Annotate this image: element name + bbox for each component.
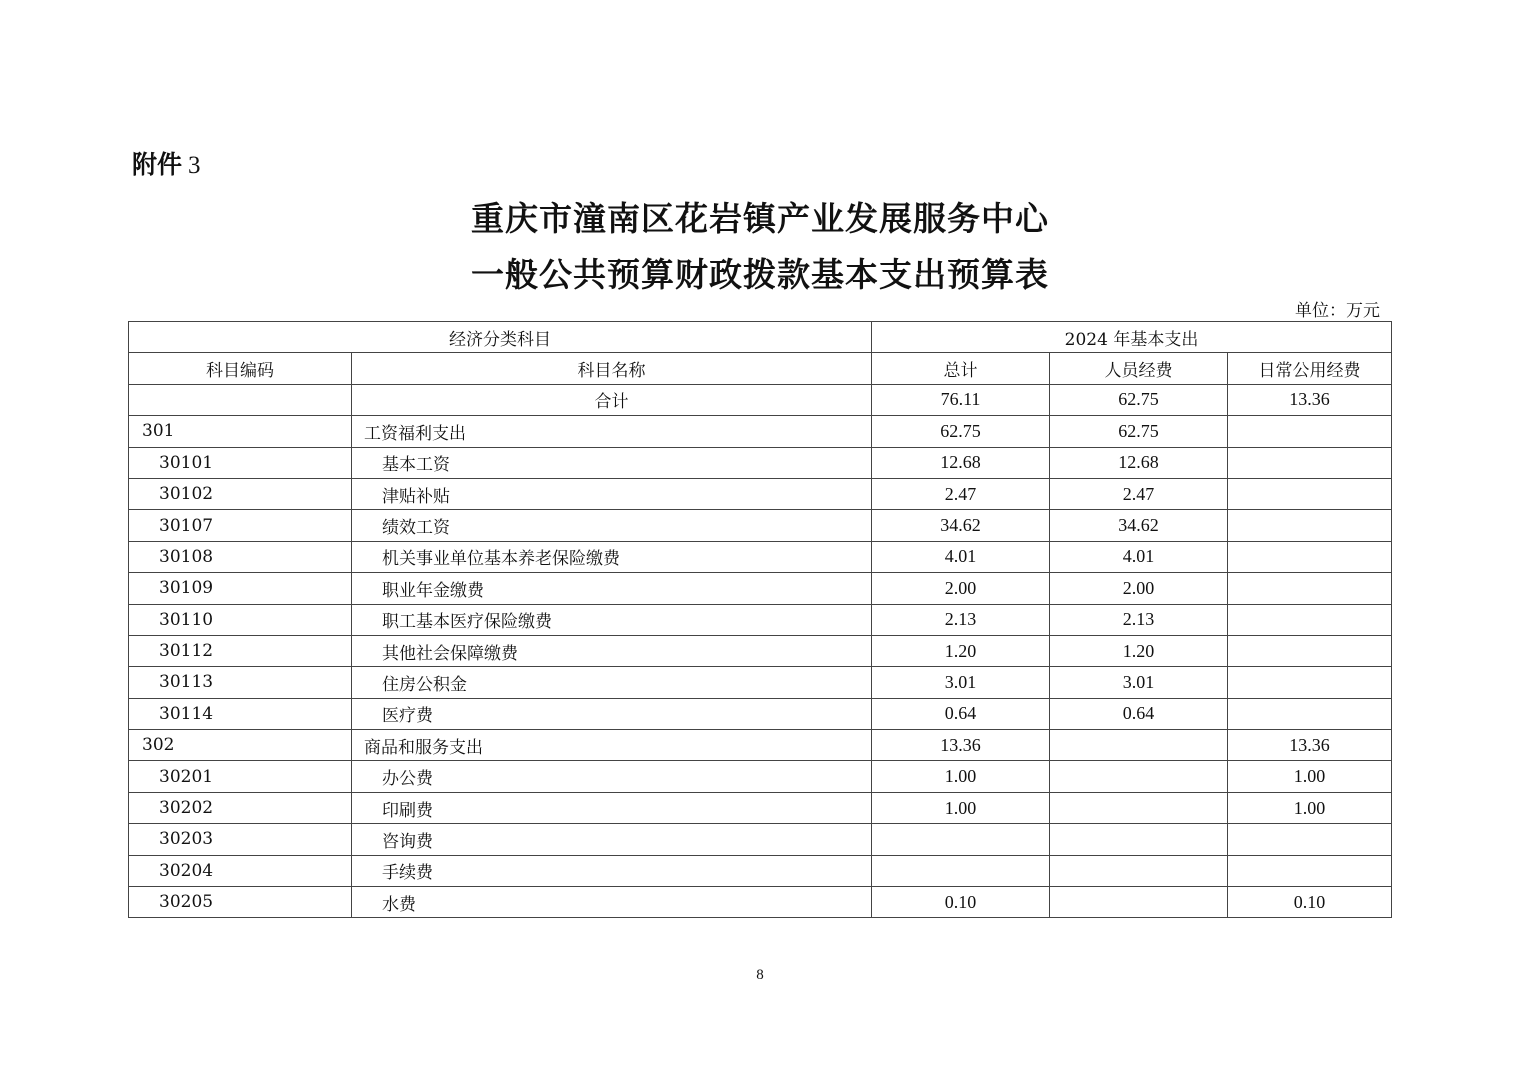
total-cell: 1.00 <box>872 761 1050 792</box>
column-header-row <box>129 353 1392 384</box>
document-title-line2: 一般公共预算财政拨款基本支出预算表 <box>471 255 1049 294</box>
column-header-total: 总计 <box>872 353 1050 384</box>
public-cell <box>1228 447 1392 478</box>
code-cell: 30202 <box>129 792 352 823</box>
attachment-text: 附件 <box>132 150 183 179</box>
code-cell: 30204 <box>129 855 352 886</box>
personnel-cell <box>1050 792 1228 823</box>
group-header-row <box>129 322 1392 353</box>
code-cell: 30112 <box>129 635 352 666</box>
code-cell: 30113 <box>129 667 352 698</box>
public-cell: 1.00 <box>1228 792 1392 823</box>
public-cell <box>1228 635 1392 666</box>
name-cell: 医疗费 <box>352 698 872 729</box>
personnel-cell <box>1050 824 1228 855</box>
code-cell: 30110 <box>129 604 352 635</box>
personnel-cell <box>1050 887 1228 918</box>
total-cell: 62.75 <box>872 416 1050 447</box>
table-row <box>129 698 1392 729</box>
public-cell <box>1228 855 1392 886</box>
table-row <box>129 667 1392 698</box>
public-cell <box>1228 541 1392 572</box>
document-title-line1: 重庆市潼南区花岩镇产业发展服务中心 <box>471 199 1049 238</box>
public-cell: 13.36 <box>1228 730 1392 761</box>
total-cell: 3.01 <box>872 667 1050 698</box>
public-cell <box>1228 667 1392 698</box>
attachment-number: 3 <box>188 152 201 179</box>
column-header-public: 日常公用经费 <box>1228 353 1392 384</box>
total-total-cell: 76.11 <box>872 384 1050 415</box>
code-cell: 30114 <box>129 698 352 729</box>
group-header-economic-class: 经济分类科目 <box>129 322 872 353</box>
table-row <box>129 541 1392 572</box>
column-header-code: 科目编码 <box>129 353 352 384</box>
personnel-cell: 3.01 <box>1050 667 1228 698</box>
name-cell: 咨询费 <box>352 824 872 855</box>
public-cell <box>1228 824 1392 855</box>
public-cell <box>1228 510 1392 541</box>
personnel-cell: 2.00 <box>1050 573 1228 604</box>
total-cell: 1.00 <box>872 792 1050 823</box>
public-cell: 1.00 <box>1228 761 1392 792</box>
table-row <box>129 510 1392 541</box>
public-cell <box>1228 416 1392 447</box>
personnel-cell: 1.20 <box>1050 635 1228 666</box>
personnel-cell <box>1050 761 1228 792</box>
name-cell: 办公费 <box>352 761 872 792</box>
code-cell: 30108 <box>129 541 352 572</box>
total-public-cell: 13.36 <box>1228 384 1392 415</box>
total-cell: 12.68 <box>872 447 1050 478</box>
total-name-cell: 合计 <box>352 384 872 415</box>
personnel-cell <box>1050 855 1228 886</box>
table-row <box>129 604 1392 635</box>
group-header-basic-expenditure: 2024 年基本支出 <box>872 322 1392 353</box>
total-personnel-cell: 62.75 <box>1050 384 1228 415</box>
personnel-cell: 12.68 <box>1050 447 1228 478</box>
code-cell: 30109 <box>129 573 352 604</box>
code-cell: 30102 <box>129 478 352 509</box>
unit-label: 单位：万元 <box>1295 301 1380 321</box>
name-cell: 基本工资 <box>352 447 872 478</box>
total-cell: 2.13 <box>872 604 1050 635</box>
total-cell: 2.00 <box>872 573 1050 604</box>
total-cell: 0.64 <box>872 698 1050 729</box>
total-cell <box>872 855 1050 886</box>
total-cell: 1.20 <box>872 635 1050 666</box>
public-cell <box>1228 698 1392 729</box>
personnel-cell: 2.13 <box>1050 604 1228 635</box>
page-number: 8 <box>756 967 764 983</box>
total-cell: 34.62 <box>872 510 1050 541</box>
column-header-name: 科目名称 <box>352 353 872 384</box>
code-cell: 30205 <box>129 887 352 918</box>
name-cell: 其他社会保障缴费 <box>352 635 872 666</box>
name-cell: 职业年金缴费 <box>352 573 872 604</box>
total-cell: 13.36 <box>872 730 1050 761</box>
table-row <box>129 761 1392 792</box>
name-cell: 津贴补贴 <box>352 478 872 509</box>
table-row <box>129 730 1392 761</box>
table-row <box>129 887 1392 918</box>
name-cell: 住房公积金 <box>352 667 872 698</box>
attachment-label <box>132 145 201 181</box>
budget-table <box>128 321 1392 918</box>
personnel-cell: 4.01 <box>1050 541 1228 572</box>
personnel-cell: 62.75 <box>1050 416 1228 447</box>
table-row <box>129 573 1392 604</box>
table-row <box>129 416 1392 447</box>
code-cell: 301 <box>129 416 352 447</box>
name-cell: 商品和服务支出 <box>352 730 872 761</box>
code-cell: 30203 <box>129 824 352 855</box>
personnel-cell: 34.62 <box>1050 510 1228 541</box>
name-cell: 职工基本医疗保险缴费 <box>352 604 872 635</box>
name-cell: 手续费 <box>352 855 872 886</box>
column-header-personnel: 人员经费 <box>1050 353 1228 384</box>
total-code-cell <box>129 384 352 415</box>
name-cell: 水费 <box>352 887 872 918</box>
public-cell <box>1228 573 1392 604</box>
total-cell: 4.01 <box>872 541 1050 572</box>
code-cell: 30201 <box>129 761 352 792</box>
public-cell <box>1228 604 1392 635</box>
total-cell <box>872 824 1050 855</box>
table-row <box>129 824 1392 855</box>
public-cell <box>1228 478 1392 509</box>
total-cell: 2.47 <box>872 478 1050 509</box>
public-cell: 0.10 <box>1228 887 1392 918</box>
code-cell: 30107 <box>129 510 352 541</box>
name-cell: 工资福利支出 <box>352 416 872 447</box>
table-row <box>129 635 1392 666</box>
name-cell: 印刷费 <box>352 792 872 823</box>
code-cell: 302 <box>129 730 352 761</box>
total-cell: 0.10 <box>872 887 1050 918</box>
table-row <box>129 478 1392 509</box>
total-row <box>129 384 1392 415</box>
personnel-cell: 2.47 <box>1050 478 1228 509</box>
personnel-cell: 0.64 <box>1050 698 1228 729</box>
code-cell: 30101 <box>129 447 352 478</box>
personnel-cell <box>1050 730 1228 761</box>
table-row <box>129 792 1392 823</box>
table-row <box>129 447 1392 478</box>
name-cell: 机关事业单位基本养老保险缴费 <box>352 541 872 572</box>
name-cell: 绩效工资 <box>352 510 872 541</box>
table-row <box>129 855 1392 886</box>
